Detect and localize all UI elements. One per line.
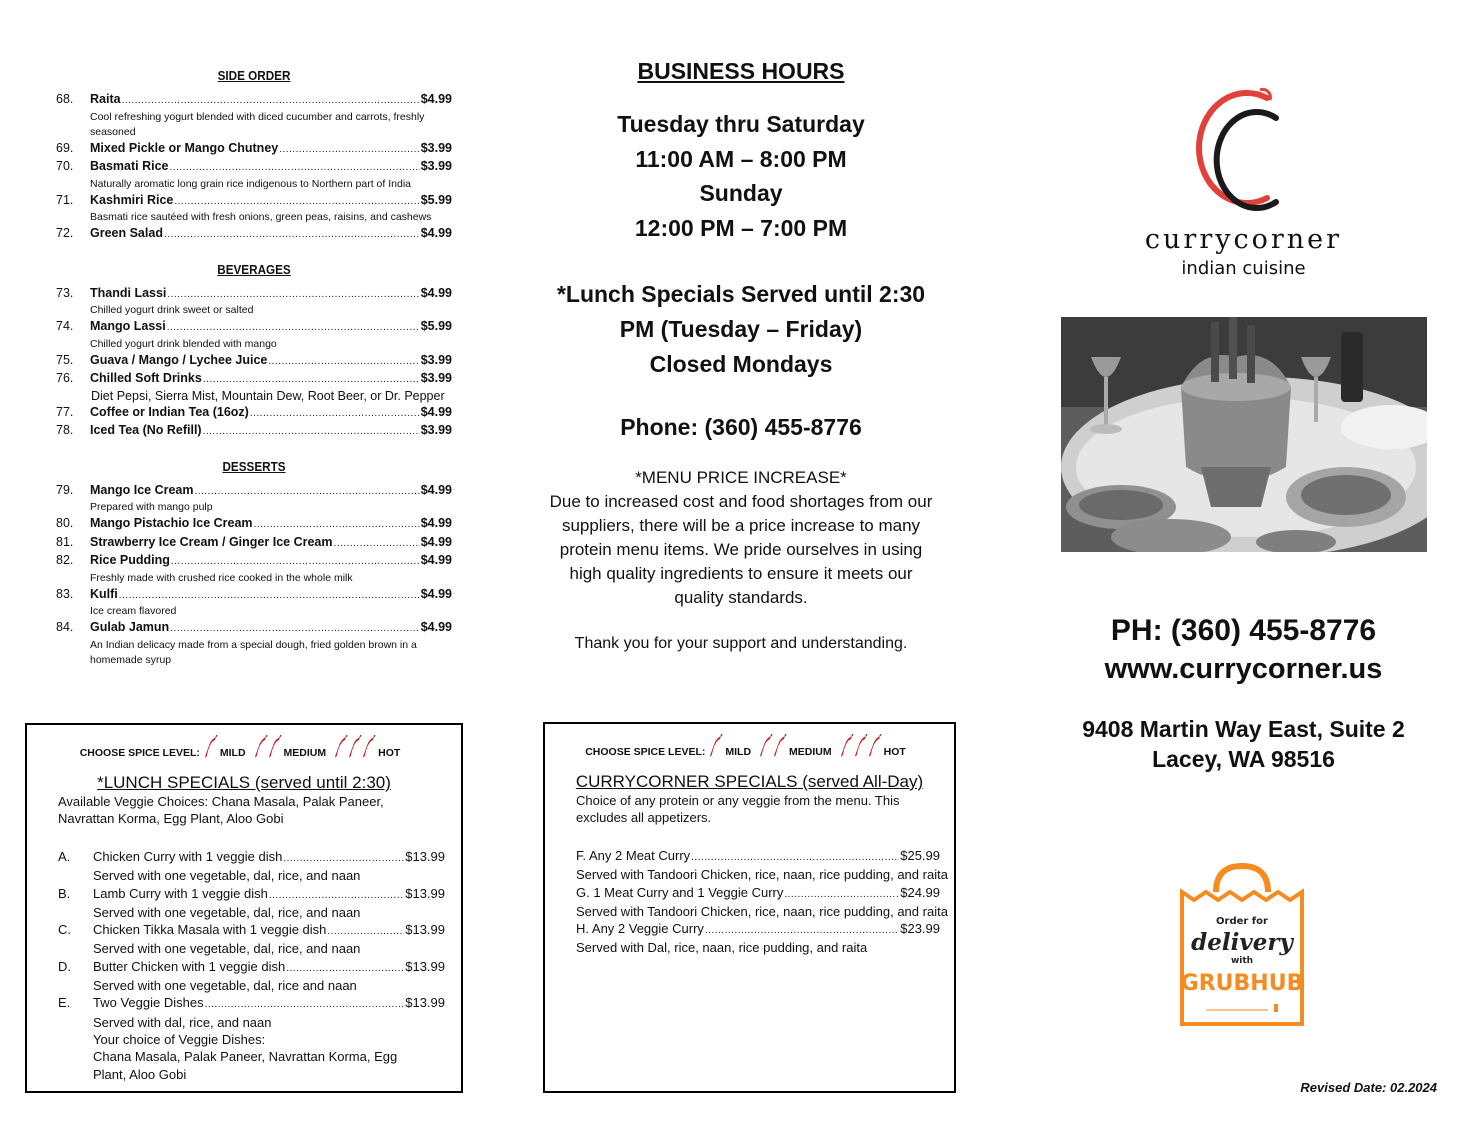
item-description: Diet Pepsi, Sierra Mist, Mountain Dew, Root Beer, or Dr. Pepper: [91, 388, 445, 403]
menu-item: [56, 586, 452, 620]
special-letter: C.: [58, 922, 71, 938]
menu-item: [56, 352, 452, 371]
veggie-choice-list: Chana Masala, Palak Paneer, Navrattan Korma, Egg Plant, Aloo Gobi: [93, 1049, 398, 1082]
dot-leader: [268, 354, 419, 371]
item-number: 83.: [56, 586, 74, 601]
menu-item: [56, 140, 452, 159]
menu-item: [56, 158, 452, 192]
item-description: Ice cream flavored: [90, 605, 177, 617]
item-name: Iced Tea (No Refill): [90, 423, 202, 437]
special-name: H. Any 2 Veggie Curry: [576, 921, 704, 937]
dot-leader: [167, 287, 419, 304]
special-description: Served with Tandoori Chicken, rice, naan, rice pudding, and raita: [576, 867, 948, 883]
spice-medium: MEDIUM: [789, 746, 832, 758]
dot-leader: [122, 93, 420, 110]
menu-item-row: [56, 370, 452, 389]
dot-leader: [279, 142, 419, 159]
hours-list: [545, 107, 937, 245]
lunch-special-item: [27, 848, 461, 885]
menu-item: [56, 91, 452, 140]
desserts-title: DESSERTS: [222, 458, 286, 474]
spice-medium: MEDIUM: [283, 747, 327, 759]
lunch-special-item: [27, 994, 461, 1031]
chili-pepper-icon: [854, 734, 868, 758]
item-number: 69.: [56, 140, 74, 155]
menu-item: [56, 422, 452, 441]
dot-leader: [167, 320, 420, 337]
item-description: Chilled yogurt drink blended with mango: [90, 337, 277, 350]
spice-mild: MILD: [219, 747, 246, 759]
dot-leader: [286, 960, 404, 977]
brand-column: [1060, 80, 1427, 280]
lunch-special-row: [27, 994, 461, 1013]
chili-pepper-icon: [709, 734, 723, 758]
item-name: Guava / Mango / Lychee Juice: [90, 352, 268, 367]
special-price: $24.99: [900, 884, 940, 900]
lunch-special-item: [27, 921, 461, 958]
item-description: Chilled yogurt drink sweet or salted: [90, 304, 254, 316]
item-number: 68.: [56, 92, 74, 106]
dot-leader: [283, 850, 404, 867]
side-order-title: SIDE ORDER: [217, 68, 291, 83]
special-letter: D.: [58, 958, 71, 974]
currycorner-specials-list: [545, 847, 954, 957]
menu-item-row: [56, 515, 452, 534]
special-price: $13.99: [405, 922, 445, 938]
menu-item-row: [56, 586, 452, 605]
item-description: Naturally aromatic long grain rice indigenous to Northern part of India: [90, 177, 412, 190]
item-description: Freshly made with crushed rice cooked in the whole milk: [90, 571, 353, 584]
item-price: $4.99: [420, 482, 452, 497]
desserts-section: [56, 459, 452, 668]
lunch-special-row: [27, 885, 461, 904]
currycorner-specials-title: CURRYCORNER SPECIALS (served All-Day): [575, 772, 924, 791]
lunch-special-item: [27, 958, 461, 995]
menu-item-row: [56, 285, 452, 304]
website-link[interactable]: www.currycorner.us: [1104, 653, 1383, 685]
item-name: Raita: [90, 92, 121, 106]
item-price: $3.99: [420, 423, 452, 437]
price-increase-notice: [545, 466, 937, 610]
item-price: $5.99: [420, 319, 452, 333]
special-description: Served with one vegetable, dal, rice, and naan: [93, 904, 361, 920]
item-price: $4.99: [420, 534, 452, 549]
chili-pepper-icon: [759, 734, 773, 758]
currycorner-specials-box: [543, 722, 956, 1093]
item-name: Green Salad: [90, 226, 163, 240]
item-number: 77.: [56, 404, 74, 419]
item-price: $4.99: [420, 620, 452, 634]
currycorner-special-row: [545, 884, 954, 903]
menu-item-row: [56, 140, 452, 159]
lunch-special-row: [27, 958, 461, 977]
item-price: $3.99: [420, 371, 452, 385]
side-order-section: [56, 68, 452, 244]
item-description: Prepared with mango pulp: [90, 501, 213, 513]
special-description: Served with Tandoori Chicken, rice, naan, rice pudding, and raita: [576, 903, 948, 919]
dot-leader: [269, 887, 404, 904]
item-number: 82.: [56, 553, 74, 567]
dot-leader: [174, 194, 419, 211]
lunch-specials-list: [27, 848, 461, 1031]
item-price: $3.99: [420, 140, 452, 155]
special-price: $25.99: [900, 848, 940, 863]
lunch-specials-box: [25, 723, 463, 1093]
food-photo-image: [1061, 317, 1427, 552]
dot-leader: [203, 424, 420, 441]
food-photo: [1061, 317, 1427, 552]
menu-item: [56, 482, 452, 516]
menu-item: [56, 552, 452, 586]
special-letter: E.: [58, 995, 71, 1011]
grubhub-wordmark: GRUBHUB: [1180, 971, 1304, 996]
brand-name: currycorner: [1144, 224, 1343, 255]
item-name: Basmati Rice: [90, 159, 169, 173]
special-name: Chicken Curry with 1 veggie dish: [93, 849, 283, 864]
menu-item-row: [56, 318, 452, 337]
special-price: $13.99: [405, 849, 445, 864]
menu-item-row: [56, 192, 452, 211]
lunch-note: [545, 277, 937, 382]
item-number: 81.: [56, 534, 74, 549]
item-price: $4.99: [420, 586, 452, 601]
chili-pepper-icon: [348, 735, 362, 759]
dot-leader: [327, 923, 404, 940]
menu-item-row: [56, 482, 452, 501]
item-price: $4.99: [420, 404, 452, 419]
dot-leader: [205, 996, 405, 1013]
dot-leader: [119, 588, 420, 605]
item-number: 73.: [56, 285, 74, 300]
chili-pepper-icon: [204, 735, 218, 759]
hours-line: 12:00 PM – 7:00 PM: [634, 214, 848, 241]
menu-item-row: [56, 552, 452, 571]
item-name: Mango Lassi: [90, 319, 166, 333]
special-price: $23.99: [900, 921, 940, 937]
special-name: Chicken Tikka Masala with 1 veggie dish: [93, 922, 327, 938]
price-increase-title: *MENU PRICE INCREASE*: [635, 468, 847, 487]
menu-item: [56, 285, 452, 319]
item-number: 75.: [56, 352, 74, 367]
spice-mild: MILD: [725, 746, 752, 758]
item-number: 79.: [56, 482, 74, 497]
spice-level-label: CHOOSE SPICE LEVEL:: [79, 747, 200, 759]
lunch-note-line: Closed Mondays: [649, 351, 833, 377]
brand-tagline: indian cuisine: [1181, 258, 1306, 279]
spice-level-selector: [27, 725, 461, 759]
special-description: Served with Dal, rice, naan, rice pudding, and raita: [576, 940, 868, 956]
lunch-special-item: [27, 885, 461, 922]
beverages-list: [56, 285, 452, 441]
item-number: 70.: [56, 159, 74, 173]
item-name: Mango Ice Cream: [90, 482, 194, 497]
special-name: G. 1 Meat Curry and 1 Veggie Curry: [576, 884, 784, 900]
beverages-title: BEVERAGES: [217, 261, 291, 277]
menu-item-row: [56, 619, 452, 638]
left-menu-column: [56, 68, 452, 686]
item-description: An Indian delicacy made from a special dough, fried golden brown in a homemade syrup: [90, 638, 417, 666]
special-description: Served with one vegetable, dal, rice, and naan: [93, 868, 361, 884]
lunch-note-line: PM (Tuesday – Friday): [619, 316, 863, 342]
chili-pepper-icon: [840, 734, 854, 758]
item-name: Gulab Jamun: [90, 620, 170, 634]
item-name: Chilled Soft Drinks: [90, 371, 202, 385]
menu-item: [56, 534, 452, 553]
revised-date: Revised Date: 02.2024: [1300, 1080, 1437, 1095]
dot-leader: [333, 536, 419, 553]
menu-item-row: [56, 225, 452, 244]
currycorner-special-row: [545, 847, 954, 866]
grubhub-delivery-badge[interactable]: [1176, 862, 1308, 1028]
address-line-2: Lacey, WA 98516: [1152, 746, 1335, 772]
menu-item: [56, 619, 452, 668]
special-letter: B.: [58, 885, 71, 901]
item-price: $4.99: [420, 285, 452, 300]
item-price: $5.99: [420, 192, 452, 207]
item-name: Coffee or Indian Tea (16oz): [90, 404, 249, 419]
business-hours-column: [545, 55, 937, 656]
chili-pepper-icon: [773, 734, 787, 758]
hours-line: 11:00 AM – 8:00 PM: [635, 145, 847, 172]
item-number: 72.: [56, 226, 74, 240]
item-name: Kashmiri Rice: [90, 192, 174, 207]
special-price: $13.99: [405, 885, 445, 901]
dot-leader: [254, 517, 420, 534]
item-name: Strawberry Ice Cream / Ginger Ice Cream: [90, 534, 333, 549]
special-name: Butter Chicken with 1 veggie dish: [93, 958, 286, 974]
menu-item: [56, 318, 452, 352]
special-price: $13.99: [405, 958, 445, 974]
item-name: Rice Pudding: [90, 553, 170, 567]
chili-pepper-icon: [254, 735, 268, 759]
item-price: $3.99: [420, 159, 452, 173]
special-name: Two Veggie Dishes: [93, 995, 204, 1011]
spice-level-label: CHOOSE SPICE LEVEL:: [585, 746, 706, 758]
lunch-special-row: [27, 921, 461, 940]
dot-leader: [171, 554, 420, 571]
dot-leader: [250, 406, 420, 423]
item-name: Mango Pistachio Ice Cream: [90, 516, 253, 530]
menu-item: [56, 370, 452, 404]
brand-phone: PH: (360) 455-8776: [1110, 614, 1377, 647]
currycorner-specials-subtitle: Choice of any protein or any veggie from the menu. This excludes all appetizers.: [576, 793, 900, 825]
veggie-choice-label: Your choice of Veggie Dishes:: [93, 1031, 266, 1047]
hours-line: Tuesday thru Saturday: [617, 111, 865, 137]
item-number: 78.: [56, 423, 74, 437]
business-hours-title: BUSINESS HOURS: [637, 58, 845, 84]
lunch-special-row: [27, 848, 461, 867]
item-price: $4.99: [420, 226, 452, 240]
item-price: $4.99: [420, 553, 452, 567]
spice-level-selector: [545, 724, 954, 758]
dot-leader: [170, 160, 420, 177]
side-order-list: [56, 91, 452, 244]
grubhub-delivery: delivery: [1191, 929, 1293, 956]
chili-pepper-icon: [868, 734, 882, 758]
menu-item: [56, 225, 452, 244]
menu-item-row: [56, 422, 452, 441]
currycorner-special-item: [545, 920, 954, 957]
special-letter: A.: [58, 849, 71, 864]
hours-line: Sunday: [699, 180, 783, 206]
item-number: 76.: [56, 371, 74, 385]
special-name: F. Any 2 Meat Curry: [576, 848, 691, 863]
address-block: [1060, 714, 1427, 774]
menu-item-row: [56, 158, 452, 177]
contact-block: [1060, 612, 1427, 688]
menu-item: [56, 404, 452, 423]
item-number: 84.: [56, 620, 74, 634]
menu-item-row: [56, 91, 452, 110]
chili-pepper-icon: [334, 735, 348, 759]
grubhub-order-for: Order for: [1216, 916, 1268, 927]
item-number: 80.: [56, 516, 74, 530]
item-number: 71.: [56, 192, 74, 207]
chili-pepper-icon: [362, 735, 376, 759]
menu-item: [56, 192, 452, 226]
phone-number: Phone: (360) 455-8776: [620, 414, 862, 440]
chili-pepper-icon: [268, 735, 282, 759]
lunch-specials-subtitle: Available Veggie Choices: Chana Masala, Palak Paneer, Navrattan Korma, Egg Plant, Aloo Gobi: [58, 794, 384, 826]
cc-logo-icon: [1060, 80, 1427, 230]
item-number: 74.: [56, 319, 74, 333]
dot-leader: [691, 849, 899, 866]
item-price: $3.99: [420, 352, 452, 367]
item-description: Basmati rice sautéed with fresh onions, green peas, raisins, and cashews: [90, 211, 432, 223]
menu-item-row: [56, 352, 452, 371]
curry-corner-logo: [1060, 80, 1427, 280]
beverages-section: [56, 262, 452, 441]
desserts-list: [56, 482, 452, 668]
item-description: Cool refreshing yogurt blended with diced cucumber and carrots, freshly seasoned: [90, 110, 425, 138]
special-description: Served with one vegetable, dal, rice and naan: [93, 978, 357, 994]
dot-leader: [195, 484, 420, 501]
dot-leader: [170, 621, 420, 638]
spice-hot: HOT: [378, 747, 401, 759]
special-description: Served with one vegetable, dal, rice, and naan: [93, 941, 361, 957]
grubhub-bag-icon: [1176, 862, 1308, 1028]
spice-hot: HOT: [883, 746, 906, 758]
menu-item-row: [56, 534, 452, 553]
dot-leader: [164, 227, 420, 244]
item-name: Mixed Pickle or Mango Chutney: [90, 140, 279, 155]
special-price: $13.99: [405, 995, 445, 1011]
price-increase-text: Due to increased cost and food shortages from our suppliers, there will be a price increase to many protein menu items. We pride ourselves in using high quality ingredients to ensure it meets our quality standards.: [549, 492, 933, 607]
dot-leader: [784, 886, 899, 903]
currycorner-special-item: [545, 847, 954, 884]
grubhub-with: with: [1230, 956, 1254, 966]
currycorner-special-row: [545, 920, 954, 939]
dot-leader: [203, 372, 420, 389]
item-price: $4.99: [420, 92, 452, 106]
menu-item-row: [56, 404, 452, 423]
thank-you-note: Thank you for your support and understanding.: [574, 635, 908, 652]
item-name: Kulfi: [90, 586, 118, 601]
item-name: Thandi Lassi: [90, 285, 167, 300]
special-name: Lamb Curry with 1 veggie dish: [93, 885, 268, 901]
address-line-1: 9408 Martin Way East, Suite 2: [1082, 716, 1405, 742]
menu-item: [56, 515, 452, 534]
currycorner-special-item: [545, 884, 954, 921]
lunch-note-line: *Lunch Specials Served until 2:30: [556, 281, 926, 307]
lunch-specials-title: *LUNCH SPECIALS (served until 2:30): [97, 773, 391, 792]
special-description: Served with dal, rice, and naan: [93, 1014, 272, 1030]
dot-leader: [705, 922, 899, 939]
item-price: $4.99: [420, 516, 452, 530]
